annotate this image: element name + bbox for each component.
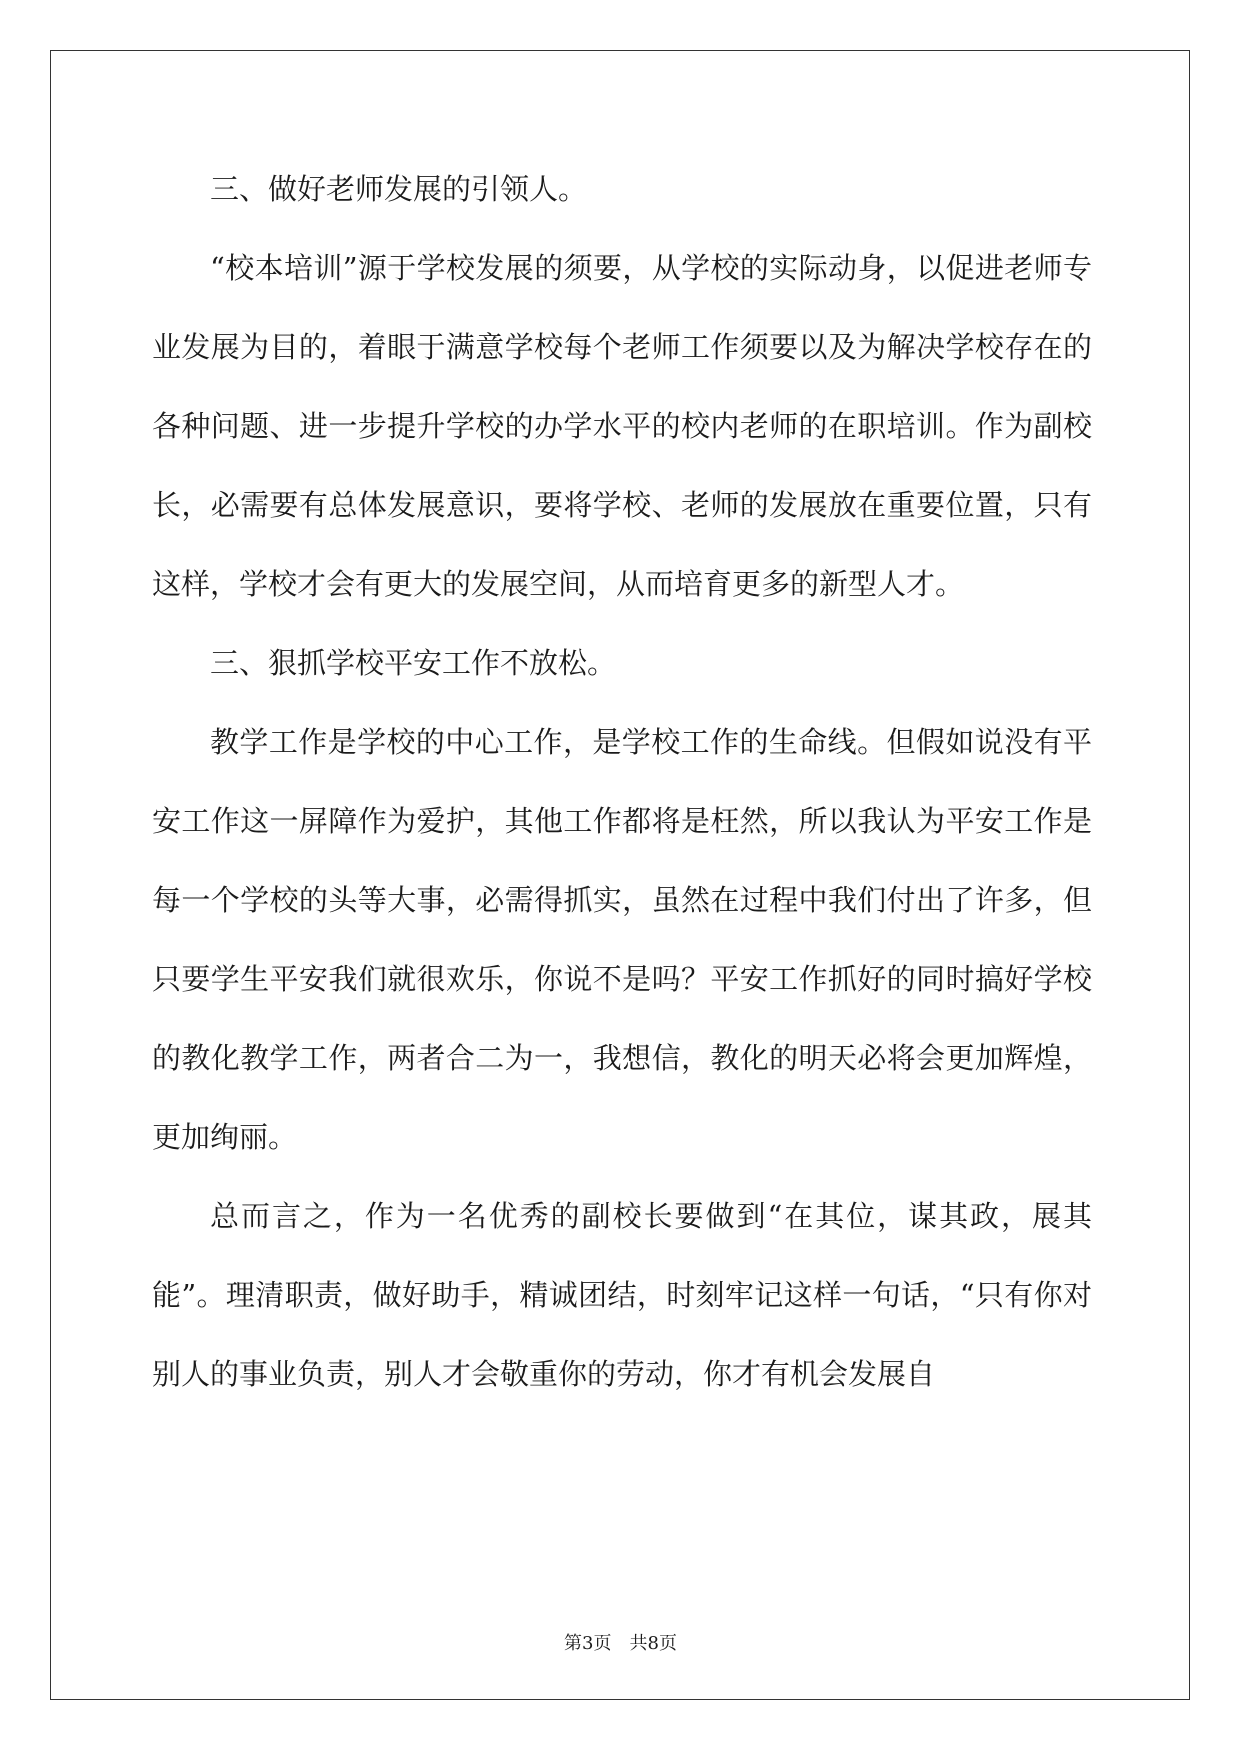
section-heading-school-safety: 三、狠抓学校平安工作不放松。 (210, 646, 617, 680)
section-heading-teacher-development: 三、做好老师发展的引领人。 (210, 172, 588, 206)
paragraph-conclusion: 总而言之，作为一名优秀的副校长要做到“在其位，谋其政，展其能”。理清职责，做好助手，精诚团结，时刻牢记这样一句话，“只有你对别人的事业负责，别人才会敬重你的劳动，你才有机会发展自 (152, 1199, 1092, 1391)
document-body (152, 150, 1092, 1414)
paragraph-safety-work: 教学工作是学校的中心工作，是学校工作的生命线。但假如说没有平安工作这一屏障作为爱护，其他工作都将是枉然，所以我认为平安工作是每一个学校的头等大事，必需得抓实，虽然在过程中我们付出了许多，但只要学生平安我们就很欢乐，你说不是吗？平安工作抓好的同时搞好学校的教化教学工作，两者合二为一，我想信，教化的明天必将会更加辉煌，更加绚丽。 (152, 725, 1092, 1154)
page-number-footer: 第3页 共8页 (564, 1633, 677, 1654)
paragraph-school-training: “校本培训”源于学校发展的须要，从学校的实际动身，以促进老师专业发展为目的，着眼于满意学校每个老师工作须要以及为解决学校存在的各种问题、进一步提升学校的办学水平的校内老师的在职培训。作为副校长，必需要有总体发展意识，要将学校、老师的发展放在重要位置，只有这样，学校才会有更大的发展空间，从而培育更多的新型人才。 (152, 251, 1092, 601)
